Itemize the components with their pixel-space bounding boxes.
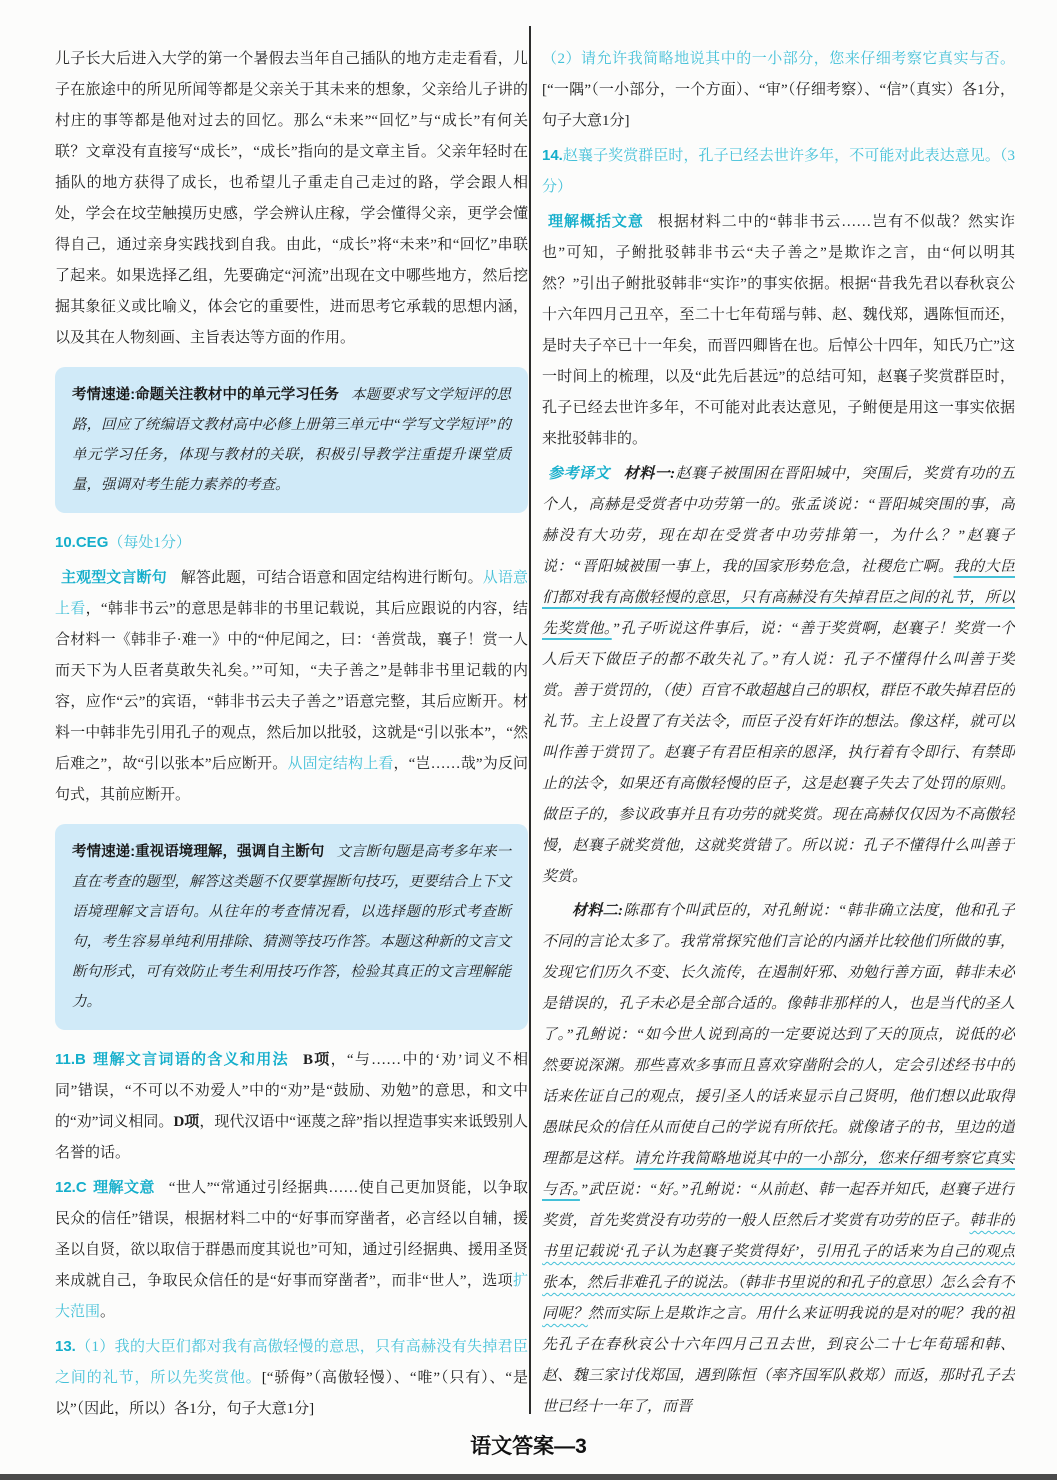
question-number: 14. (542, 147, 563, 164)
paragraph (542, 458, 1015, 893)
material-label: 材料一: (623, 466, 676, 482)
question-number: 11.B (55, 1051, 86, 1068)
text-run: 从固定结构上看 (287, 756, 394, 772)
callout-title: 考情速递:命题关注教材中的单元学习任务 (72, 387, 339, 403)
text-run: 然而实际上是欺诈之言。用什么来证明我说的是对的呢？我的祖先孔子在春秋哀公十六年四月己丑去世，到哀公二十七年荀瑶和韩、赵、魏三家讨伐郑国，遇到陈恒（率齐国军队救郑）而返，那时孔子去世已经十一年了，而晋 (542, 1306, 1015, 1415)
text-run: ”武臣说：“好。”孔鲋说：“从前赵、韩一起吞并知氏，赵襄子进行奖赏，首先奖赏没有功劳的一般人臣然后才奖赏有功劳的臣子。 (542, 1182, 1015, 1229)
text-run: 根据材料二中的“韩非书云……岂有不似哉？然实诈也”可知，子鲋批驳韩非书云“夫子善之”是欺诈之言，由“何以明其然？”引出子鲋批驳韩非“实诈”的事实依据。根据“昔我先君以春秋哀公十六年四月己丑卒，至二十七年荀瑶与韩、赵、魏伐郑，遇陈恒而还，是时夫子卒已十一年矣，而晋四卿皆在也。后悼公十四年，知氏乃亡”这一时间上的梳理，以及“此先后甚远”的总结可知，赵襄子奖赏群臣时，孔子已经去世许多年，不可能对此表达意见，子鲋便是用这一事实依据来批驳韩非的。 (542, 214, 1015, 447)
paragraph (55, 1044, 528, 1169)
question-number: 13. (55, 1338, 76, 1355)
paragraph (542, 140, 1015, 203)
paragraph (55, 527, 528, 559)
text-run: 韩非的书里记载说‘孔子认为赵襄子奖赏得好’，引用孔子的话来为自己的观点张本，然后非难孔子的说法。（韩非书里说的和孔子的意思）怎么会有不同呢？ (542, 1213, 1015, 1322)
page-footer: 语文答案—3 (470, 1435, 587, 1458)
text-run: 扩大范围 (55, 1273, 528, 1320)
paragraph (55, 1331, 528, 1416)
method-label: 理解文言词语的含义和用法 (91, 1051, 289, 1068)
text-run: “世人”“常通过引经据典……使自己更加贤能，以争取民众的信任”错误，根据材料二中的“好事而穿凿者，必言经以自辅，援圣以自贤，欲以取信于群愚而度其说也”可知，通过引经据典、援用圣贤来成就自己，争取民众信任的是“好事而穿凿者”，而非“世人”，选项 (55, 1180, 528, 1289)
text-run: B项 (302, 1052, 331, 1068)
text-run: 赵襄子奖赏群臣时，孔子已经去世许多年，不可能对此表达意见。（3分） (542, 148, 1015, 195)
text-run: 。 (100, 1304, 116, 1320)
text-run: （1）我的大臣们都对我有高傲轻慢的意思，只有高赫没有失掉君臣之间的礼节，所以先奖赏他。 (55, 1339, 528, 1386)
right-column (542, 44, 1015, 1420)
paragraph (55, 562, 528, 811)
paragraph (542, 206, 1015, 455)
question-number: 10.CEG (55, 534, 109, 551)
method-label: 主观型文言断句 (61, 569, 167, 586)
callout-box (55, 367, 528, 513)
text-run: 我的大臣们都对我有高傲轻慢的意思，只有高赫没有失掉君臣之间的礼节，所以先奖赏他。 (542, 559, 1015, 637)
text-run: ，“与……中的‘劝’词义不相同”错误，“不可以不劝爱人”中的“劝”是“鼓励、劝勉”的意思，和文中的“劝”词义相同。 (55, 1052, 528, 1130)
text-run: [“一隅”（一小部分，一个方面）、“审”（仔细考察）、“信”（真实）各1分，句子大意1分] (542, 82, 1015, 129)
reference-translation-label: 参考译文 (548, 465, 610, 482)
paragraph (542, 896, 1015, 1420)
text-run: 解答此题，可结合语意和固定结构进行断句。 (180, 570, 483, 586)
scan-edge (0, 1474, 1057, 1480)
text-run: [“骄侮”（高傲轻慢）、“唯”（只有）、“是以”（因此，所以）各1分，句子大意1分] (55, 1370, 528, 1416)
text-run: （每处1分） (108, 535, 191, 551)
text-run: （2）请允许我简略地说其中的一小部分，您来仔细考察它真实与否。 (542, 51, 1015, 67)
text-run: 赵襄子被围困在晋阳城中，突围后，奖赏有功的五个人，高赫是受赏者中功劳第一的。张孟谈说：“晋阳城突围的事，高赫没有大功劳，现在却在受赏者中功劳排第一，为什么？”赵襄子说：“晋阳城被围一事上，我的国家形势危急，社稷危亡啊。 (542, 466, 1015, 575)
callout-box (55, 824, 528, 1030)
text-run: ，现代汉语中“诬蔑之辞”指以捏造事实来诋毁别人名誉的话。 (55, 1114, 528, 1161)
paragraph (55, 1172, 528, 1328)
text-run: ，“韩非书云”的意思是韩非的书里记载说，其后应跟说的内容，结合材料一《韩非子·难一》中的“仲尼闻之，曰：‘善赏哉，襄子！赏一人而天下为人臣者莫敢失礼矣。’”可知，“夫子善之”是韩非书里记载的内容，应作“云”的宾语，“韩非书云夫子善之”语意完整，其后应断开。材料一中韩非先引用孔子的观点，然后加以批驳，这就是“引以张本”，“然后难之”，故“引以张本”后应断开。 (55, 601, 528, 772)
method-label: 理解文意 (92, 1179, 155, 1196)
text-run: ，“岂……哉”为反问句式，其前应断开。 (55, 756, 528, 803)
column-divider (529, 26, 531, 1414)
text-run: ”孔子听说这件事后，说：“善于奖赏啊，赵襄子！奖赏一个人后天下做臣子的都不敢失礼了。”有人说：孔子不懂得什么叫善于奖赏。善于赏罚的，（使）百官不敢超越自己的职权，群臣不敢失掉君臣的礼节。主上设置了有关法令，而臣子没有奸诈的想法。像这样，就可以叫作善于赏罚了。赵襄子有君臣相亲的恩泽，执行着有令即行、有禁即止的法令，如果还有高傲轻慢的臣子，这是赵襄子失去了处罚的原则。做臣子的，参议政事并且有功劳的就奖赏。现在高赫仅仅因为不高傲轻慢，赵襄子就奖赏他，这就奖赏错了。所以说：孔子不懂得什么叫善于奖赏。 (542, 621, 1015, 885)
text-run: 请允许我简略地说其中的一小部分，您来仔细考察它真实与否。 (542, 1151, 1015, 1198)
question-number: 12.C (55, 1179, 87, 1196)
paragraph (542, 44, 1015, 137)
text-run: 陈郡有个叫武臣的，对孔鲋说：“韩非确立法度，他和孔子不同的言论太多了。我常常探究他们言论的内涵并比较他们所做的事，发现它们历久不变、长久流传，在遏制奸邪、劝勉行善方面，韩非未必是错误的，孔子未必是全部合适的。像韩非那样的人，也是当代的圣人了。”孔鲋说：“如今世人说到高的一定要说达到了天的顶点，说低的必然要说深渊。那些喜欢多事而且喜欢穿凿附会的人，定会引述经书中的话来佐证自己的观点，援引圣人的话来显示自己贤明，他们想以此取得愚昧民众的信任从而使自己的学说有所依托。就像诸子的书，里边的道理都是这样。 (542, 903, 1015, 1167)
text-run: 文言断句题是高考多年来一直在考查的题型，解答这类题不仅要掌握断句技巧，更要结合上下文语境理解文言语句。从往年的考查情况看，以选择题的形式考查断句，考生容易单纯利用排除、猜测等技巧作答。本题这种新的文言文断句形式，可有效防止考生利用技巧作答，检验其真正的文言理解能力。 (72, 844, 512, 1010)
left-column (55, 44, 528, 1416)
paragraph (55, 44, 528, 354)
text-run: 从语意上看 (55, 570, 528, 617)
text-run: D项 (173, 1114, 200, 1130)
callout-title: 考情速递:重视语境理解，强调自主断句 (72, 844, 325, 860)
method-label: 理解概括文意 (548, 213, 644, 230)
material-label: 材料二: (572, 903, 623, 919)
text-run: 儿子长大后进入大学的第一个暑假去当年自己插队的地方走走看看，儿子在旅途中的所见所闻等都是父亲关于其未来的想象，父亲给儿子讲的村庄的事等都是他对过去的回忆。那么“未来”“回忆”与“成长”有何关联？文章没有直接写“成长”，“成长”指向的是文章主旨。父亲年轻时在插队的地方获得了成长，也希望儿子重走自己走过的路，学会跟人相处，学会在坟茔触摸历史感，学会辨认庄稼，学会懂得父亲，更学会懂得自己，通过亲身实践找到自我。由此，“成长”将“未来”和“回忆”串联了起来。如果选择乙组，先要确定“河流”出现在文中哪些地方，然后挖掘其象征义或比喻义，体会它的重要性，进而思考它承载的思想内涵，以及其在人物刻画、主旨表达等方面的作用。 (55, 51, 528, 346)
text-run: 本题要求写文学短评的思路，回应了统编语文教材高中必修上册第三单元中“学写文学短评”的单元学习任务，体现与教材的关联，积极引导教学注重提升课堂质量，强调对考生能力素养的考查。 (72, 387, 512, 493)
